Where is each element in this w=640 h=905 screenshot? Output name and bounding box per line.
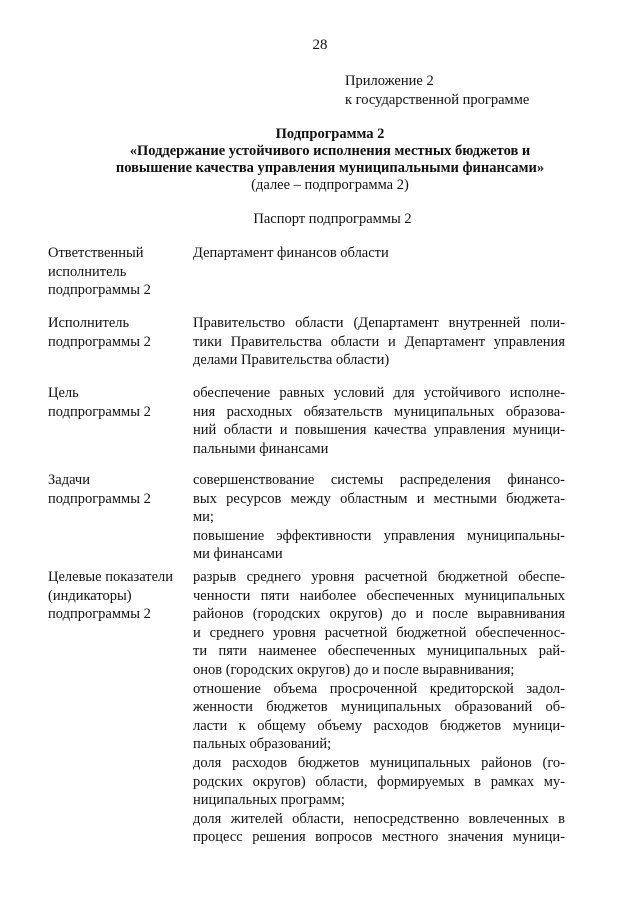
value-line: ниципальных программ; [193,792,345,809]
value-line: Департамент финансов области [193,245,389,261]
value-line: районов (городских округов) до и после выравнивания [193,606,565,623]
appendix-line-2: к государственной программе [345,91,530,108]
label-line: подпрограммы 2 [48,490,151,507]
appendix-line-1: Приложение 2 [345,73,434,89]
value-line: доля расходов бюджетов муниципальных районов (го- [193,754,565,771]
label-line: Целевые показатели [48,569,174,585]
appendix-note [345,72,529,109]
row-value [193,244,565,263]
value-line: ния расходных обязательств муниципальных образова- [193,403,565,420]
row-label [48,314,188,351]
value-line: пальными финансами [193,440,329,457]
label-line: подпрограммы 2 [48,606,151,623]
row-label [48,244,188,300]
value-line: пальных образований; [193,736,332,753]
row-label [48,471,188,508]
passport-title: Паспорт подпрограммы 2 [253,211,412,227]
label-line: Ответственный [48,245,144,261]
value-line: ти пяти наименее обеспеченных муниципальных рай- [193,643,565,660]
value-line: доля жителей области, непосредственно вовлеченных в [193,810,565,827]
label-line: подпрограммы 2 [48,403,151,420]
value-line: ми; [193,509,214,526]
value-line: ченности пяти наиболее обеспеченных муниципальных [193,587,565,604]
label-line: (индикаторы) [48,587,132,604]
value-line: разрыв среднего уровня расчетной бюджетной обеспе- [193,569,565,585]
row-value [193,314,565,370]
value-line: и среднего уровня расчетной бюджетной обеспеченнос- [193,624,565,641]
value-line: тики Правительства области и Департамент управления [193,333,565,350]
value-line: ний области и повышения качества управления муници- [193,422,565,439]
value-line: процесс решения вопросов местного значения муници- [193,829,565,846]
row-label [48,568,188,624]
row-value [193,384,565,458]
row-label [48,384,188,421]
subprogram-title [0,126,640,194]
label-line: Исполнитель [48,315,130,331]
label-line: Задачи [48,472,90,488]
value-line: ми финансами [193,546,283,563]
value-line: повышение эффективности управления муниципальны- [193,527,565,544]
label-line: подпрограммы 2 [48,333,151,350]
title-line-3: повышение качества управления муниципальными финансами» [115,160,545,176]
value-line: женности бюджетов муниципальных образований об- [193,699,565,716]
value-line: ласти к общему объему расходов бюджетов муници- [193,717,565,734]
value-line: родских округов) области, формируемых в рамках му- [193,773,565,790]
value-line: отношение объема просроченной кредиторской задол- [193,680,565,697]
value-line: совершенствование системы распределения финансо- [193,472,565,488]
value-line: вых ресурсов между областным и местными бюджета- [193,490,565,507]
row-value [193,568,565,847]
title-line-1: Подпрограмма 2 [275,126,385,142]
value-line: делами Правительства области) [193,352,390,369]
page-number: 28 [312,37,328,53]
label-line: Цель [48,385,79,401]
label-line: исполнитель [48,263,127,280]
label-line: подпрограммы 2 [48,282,151,299]
title-line-4: (далее – подпрограмма 2) [251,177,409,193]
value-line: обеспечение равных условий для устойчивого исполне- [193,385,565,401]
row-value [193,471,565,564]
value-line: онов (городских округов) до и после выравнивания; [193,661,515,678]
title-line-2: «Поддержание устойчивого исполнения местных бюджетов и [129,143,531,159]
value-line: Правительство области (Департамент внутренней поли- [193,315,565,331]
